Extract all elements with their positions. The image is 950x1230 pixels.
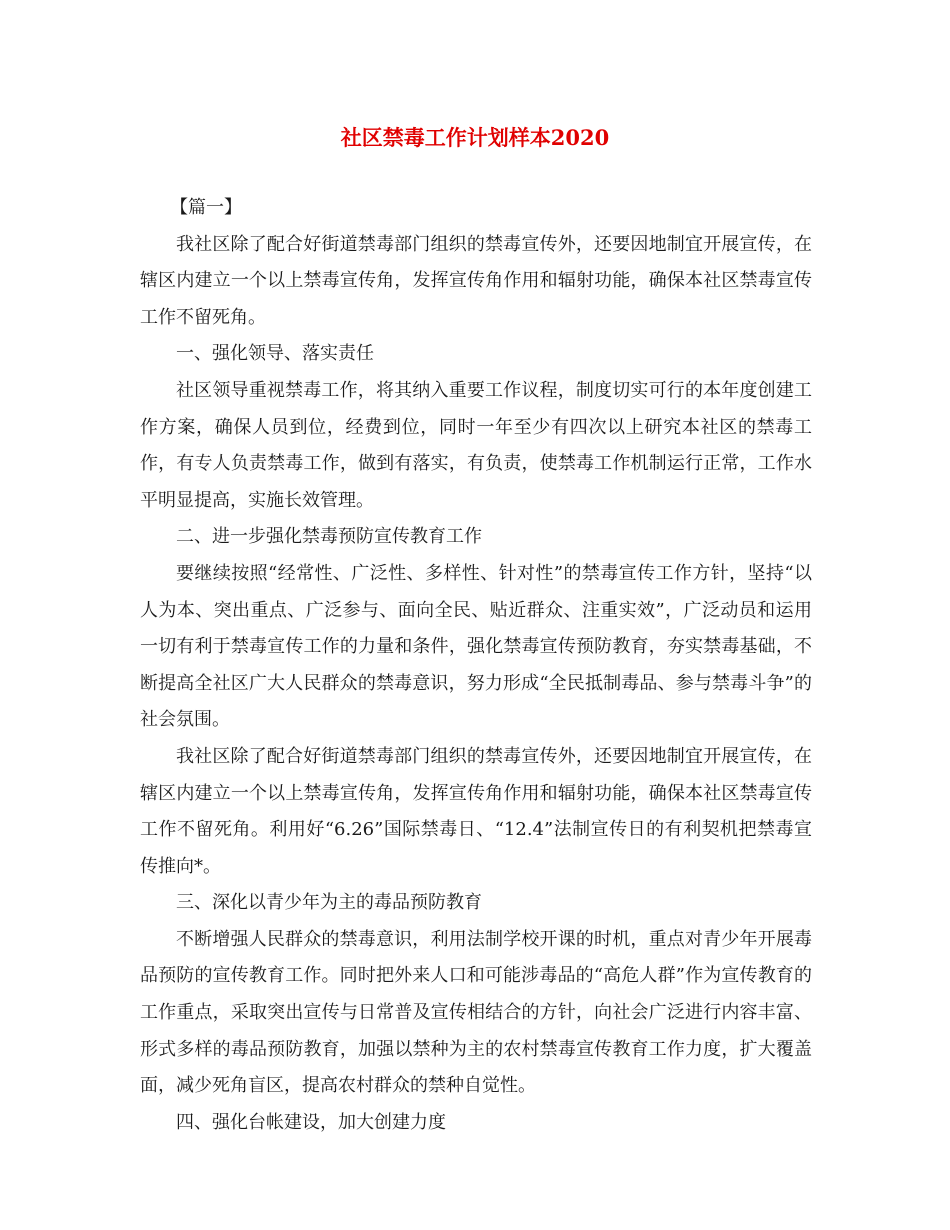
paragraph-intro: 我社区除了配合好街道禁毒部门组织的禁毒宣传外，还要因地制宜开展宣传，在辖区内建立一个以上禁毒宣传角，发挥宣传角作用和辐射功能，确保本社区禁毒宣传工作不留死角。 xyxy=(140,233,812,328)
heading-4: 四、强化台帐建设，加大创建力度 xyxy=(176,1111,446,1133)
section-label: 【篇一】 xyxy=(170,197,242,218)
heading-1: 一、强化领导、落实责任 xyxy=(176,343,374,365)
document-body xyxy=(140,190,812,1141)
paragraph-2a: 要继续按照“经常性、广泛性、多样性、针对性”的禁毒宣传工作方针，坚持“以人为本、突出重点、广泛参与、面向全民、贴近群众、注重实效”，广泛动员和运用一切有利于禁毒宣传工作的力量和条件，强化禁毒宣传预防教育，夯实禁毒基础，不断提高全社区广大人民群众的禁毒意识，努力形成“全民抵制毒品、参与禁毒斗争”的社会氛围。 xyxy=(140,562,812,731)
heading-3: 三、深化以青少年为主的毒品预防教育 xyxy=(176,892,482,914)
document-title: 社区禁毒工作计划样本2020 xyxy=(340,125,610,150)
paragraph-3: 不断增强人民群众的禁毒意识，利用法制学校开课的时机，重点对青少年开展毒品预防的宣传教育工作。同时把外来人口和可能涉毒品的“高危人群”作为宣传教育的工作重点，采取突出宣传与日常普及宣传相结合的方针，向社会广泛进行内容丰富、形式多样的毒品预防教育，加强以禁种为主的农村禁毒宣传教育工作力度，扩大覆盖面，减少死角盲区，提高农村群众的禁种自觉性。 xyxy=(140,928,812,1097)
heading-2: 二、进一步强化禁毒预防宣传教育工作 xyxy=(176,526,482,548)
paragraph-1: 社区领导重视禁毒工作，将其纳入重要工作议程，制度切实可行的本年度创建工作方案，确保人员到位，经费到位，同时一年至少有四次以上研究本社区的禁毒工作，有专人负责禁毒工作，做到有落实，有负责，使禁毒工作机制运行正常，工作水平明显提高，实施长效管理。 xyxy=(140,379,812,511)
paragraph-2b: 我社区除了配合好街道禁毒部门组织的禁毒宣传外，还要因地制宜开展宣传，在辖区内建立一个以上禁毒宣传角，发挥宣传角作用和辐射功能，确保本社区禁毒宣传工作不留死角。利用好“6.26”国际禁毒日、“12.4”法制宣传日的有利契机把禁毒宣传推向*。 xyxy=(140,745,812,877)
